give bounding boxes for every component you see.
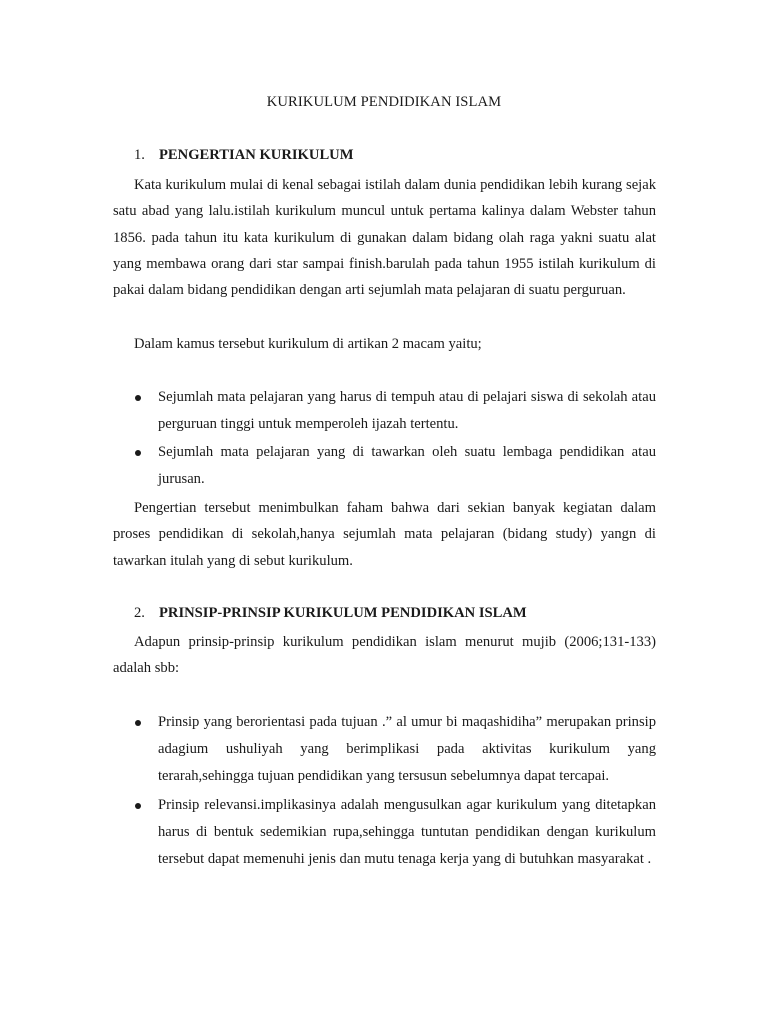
section-1-title: PENGERTIAN KURIKULUM [159,147,354,163]
section-2-number: 2. [134,605,145,621]
section-1-bullet-1 [158,384,656,438]
bullet-dot-icon [135,450,141,456]
section-1-bullet-2 [158,439,656,493]
section-2-bullet-2-text: Prinsip relevansi.implikasinya adalah mengusulkan agar kurikulum yang ditetapkan harus di bentuk sedemikian rupa,sehingga tuntutan pendidikan dengan kurikulum tersebut dapat memenuhi jenis dan mutu tenaga kerja yang di butuhkan masyarakat . [158,797,656,868]
section-2-title: PRINSIP-PRINSIP KURIKULUM PENDIDIKAN ISLAM [159,605,527,621]
section-1-bullet-2-text: Sejumlah mata pelajaran yang di tawarkan oleh suatu lembaga pendidikan atau jurusan. [158,444,656,488]
section-2-paragraph-1: Adapun prinsip-prinsip kurikulum pendidikan islam menurut mujib (2006;131-133) adalah sbb: [113,634,656,677]
section-1-paragraph-1: Kata kurikulum mulai di kenal sebagai istilah dalam dunia pendidikan lebih kurang sejak satu abad yang lalu.istilah kurikulum muncul untuk pertama kalinya dalam Webster tahun 1856. pada tahun itu kata kurikulum di gunakan dalam bidang olah raga yakni suatu alat yang membawa orang dari star sampai finish.barulah pada tahun 1955 istilah kurikulum di pakai dalam bidang pendidikan dengan arti sejumlah mata pelajaran di suatu perguruan. [113,177,656,299]
section-2-bullet-1 [158,709,656,791]
section-1-bullet-1-text: Sejumlah mata pelajaran yang harus di tempuh atau di pelajari siswa di sekolah atau perguruan tinggi untuk memperoleh ijazah tertentu. [158,389,656,433]
section-1-number: 1. [134,147,145,163]
bullet-dot-icon [135,720,141,726]
section-1-paragraph-3: Pengertian tersebut menimbulkan faham bahwa dari sekian banyak kegiatan dalam proses pendidikan di sekolah,hanya sejumlah mata pelajaran (bidang study) yangn di tawarkan itulah yang di sebut kurikulum. [113,500,656,569]
bullet-dot-icon [135,803,141,809]
document-title: KURIKULUM PENDIDIKAN ISLAM [266,94,502,110]
section-2-bullet-2 [158,792,656,874]
section-1-paragraph-2: Dalam kamus tersebut kurikulum di artikan 2 macam yaitu; [134,336,482,352]
section-2-bullet-1-text: Prinsip yang berorientasi pada tujuan .” al umur bi maqashidiha” merupakan prinsip adagium ushuliyah yang berimplikasi pada aktivitas kurikulum yang terarah,sehingga tujuan pendidikan yang tersusun sebelumnya dapat tercapai. [158,714,656,785]
bullet-dot-icon [135,395,141,401]
section-2-heading [134,605,527,622]
section-1-heading [134,147,354,164]
